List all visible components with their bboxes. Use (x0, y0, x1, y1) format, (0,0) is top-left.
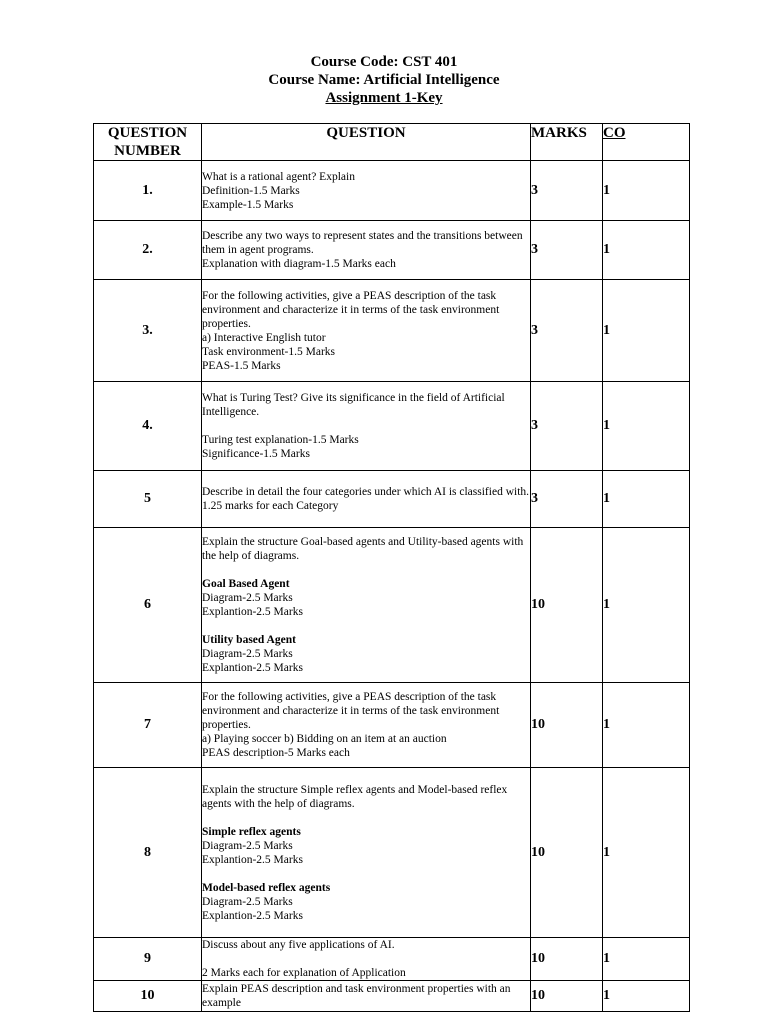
marks-cell: 3 (531, 221, 603, 280)
co-cell: 1 (603, 768, 690, 938)
marks-cell: 3 (531, 471, 603, 528)
question-line (202, 811, 530, 825)
marks-cell: 10 (531, 981, 603, 1012)
question-line: Task environment-1.5 Marks (202, 345, 336, 358)
question-text-cell (202, 161, 531, 221)
co-cell: 1 (603, 981, 690, 1012)
question-line: Explantion-2.5 Marks (202, 909, 303, 922)
question-line: 1.25 marks for each Category (202, 500, 339, 512)
table-row (94, 280, 690, 382)
answer-key-table (93, 123, 690, 1012)
header-question: QUESTION (202, 124, 531, 161)
header-question-number: QUESTION NUMBER (94, 124, 202, 161)
table-row (94, 471, 690, 528)
co-cell: 1 (603, 161, 690, 221)
question-line: PEAS description-5 Marks each (202, 747, 350, 759)
question-number-cell: 5 (94, 471, 202, 528)
question-text-cell (202, 683, 531, 768)
table-row (94, 161, 690, 221)
marks-cell: 3 (531, 382, 603, 471)
marks-cell: 3 (531, 161, 603, 221)
question-number-cell: 9 (94, 938, 202, 981)
table-row (94, 683, 690, 768)
co-cell: 1 (603, 938, 690, 981)
question-number-cell: 4. (94, 382, 202, 471)
question-line: Definition-1.5 Marks (202, 184, 300, 197)
question-line: What is Turing Test? Give its significance in the field of Artificial Intelligence. (202, 392, 505, 418)
co-cell: 1 (603, 221, 690, 280)
question-line: Explantion-2.5 Marks (202, 662, 303, 674)
question-text-cell (202, 471, 531, 528)
co-cell: 1 (603, 528, 690, 683)
question-number-cell: 7 (94, 683, 202, 768)
question-line: Explantion-2.5 Marks (202, 853, 303, 866)
table-row (94, 981, 690, 1012)
question-number-cell: 10 (94, 981, 202, 1012)
question-line: Diagram-2.5 Marks (202, 895, 293, 908)
question-line (202, 952, 530, 966)
question-subheading: Goal Based Agent (202, 578, 290, 590)
question-line (202, 867, 530, 881)
question-line: Discuss about any five applications of AI. (202, 939, 395, 951)
question-line: Diagram-2.5 Marks (202, 648, 293, 660)
question-line: a) Interactive English tutor (202, 331, 326, 344)
question-line: 2 Marks each for explanation of Application (202, 967, 406, 979)
question-line: Diagram-2.5 Marks (202, 592, 293, 604)
question-line (202, 563, 530, 577)
table-header-row (94, 124, 690, 161)
question-line (202, 419, 530, 433)
question-line: Explain the structure Simple reflex agents and Model-based reflex agents with the help of diagrams. (202, 783, 508, 810)
co-cell: 1 (603, 382, 690, 471)
question-subheading: Model-based reflex agents (202, 881, 331, 894)
header-marks: MARKS (531, 124, 603, 161)
question-line: What is a rational agent? Explain (202, 170, 355, 183)
question-text-cell (202, 768, 531, 938)
document-header (0, 53, 768, 107)
question-line (202, 619, 530, 633)
question-number-cell: 1. (94, 161, 202, 221)
marks-cell: 10 (531, 683, 603, 768)
marks-cell: 10 (531, 938, 603, 981)
header-co: CO (603, 124, 690, 161)
question-number-cell: 6 (94, 528, 202, 683)
question-number-cell: 8 (94, 768, 202, 938)
question-line: PEAS-1.5 Marks (202, 359, 281, 372)
question-text-cell (202, 981, 531, 1012)
question-text-cell (202, 938, 531, 981)
question-text-cell (202, 221, 531, 280)
table-row (94, 221, 690, 280)
question-text-cell (202, 382, 531, 471)
co-cell: 1 (603, 280, 690, 382)
table-row (94, 528, 690, 683)
question-line: Describe in detail the four categories under which AI is classified with. (202, 486, 530, 498)
marks-cell: 10 (531, 768, 603, 938)
marks-cell: 3 (531, 280, 603, 382)
question-text-cell (202, 528, 531, 683)
co-cell: 1 (603, 471, 690, 528)
question-line: Example-1.5 Marks (202, 198, 294, 211)
question-line: Significance-1.5 Marks (202, 448, 310, 460)
question-line: Explain PEAS description and task environment properties with an example (202, 983, 511, 1009)
course-name: Course Name: Artificial Intelligence (268, 72, 500, 88)
question-text-cell (202, 280, 531, 382)
question-subheading: Simple reflex agents (202, 825, 301, 838)
question-line: Explantion-2.5 Marks (202, 606, 303, 618)
table-row (94, 768, 690, 938)
marks-cell: 10 (531, 528, 603, 683)
question-number-cell: 2. (94, 221, 202, 280)
question-line: For the following activities, give a PEAS description of the task environment and characterize it in terms of the task environment properties. (202, 289, 500, 330)
co-cell: 1 (603, 683, 690, 768)
question-subheading: Utility based Agent (202, 634, 296, 646)
question-line: Diagram-2.5 Marks (202, 839, 293, 852)
question-number-cell: 3. (94, 280, 202, 382)
assignment-title: Assignment 1-Key (325, 90, 443, 106)
table-row (94, 938, 690, 981)
course-code: Course Code: CST 401 (310, 54, 458, 70)
question-line: For the following activities, give a PEAS description of the task environment and characterize it in terms of the task environment properties. (202, 691, 500, 731)
question-line: Explanation with diagram-1.5 Marks each (202, 258, 396, 270)
question-line: a) Playing soccer b) Bidding on an item at an auction (202, 733, 447, 745)
question-line: Turing test explanation-1.5 Marks (202, 434, 359, 446)
question-line: Explain the structure Goal-based agents and Utility-based agents with the help of diagrams. (202, 536, 524, 562)
question-line: Describe any two ways to represent states and the transitions between them in agent programs. (202, 230, 523, 256)
table-row (94, 382, 690, 471)
table-body (94, 161, 690, 1012)
